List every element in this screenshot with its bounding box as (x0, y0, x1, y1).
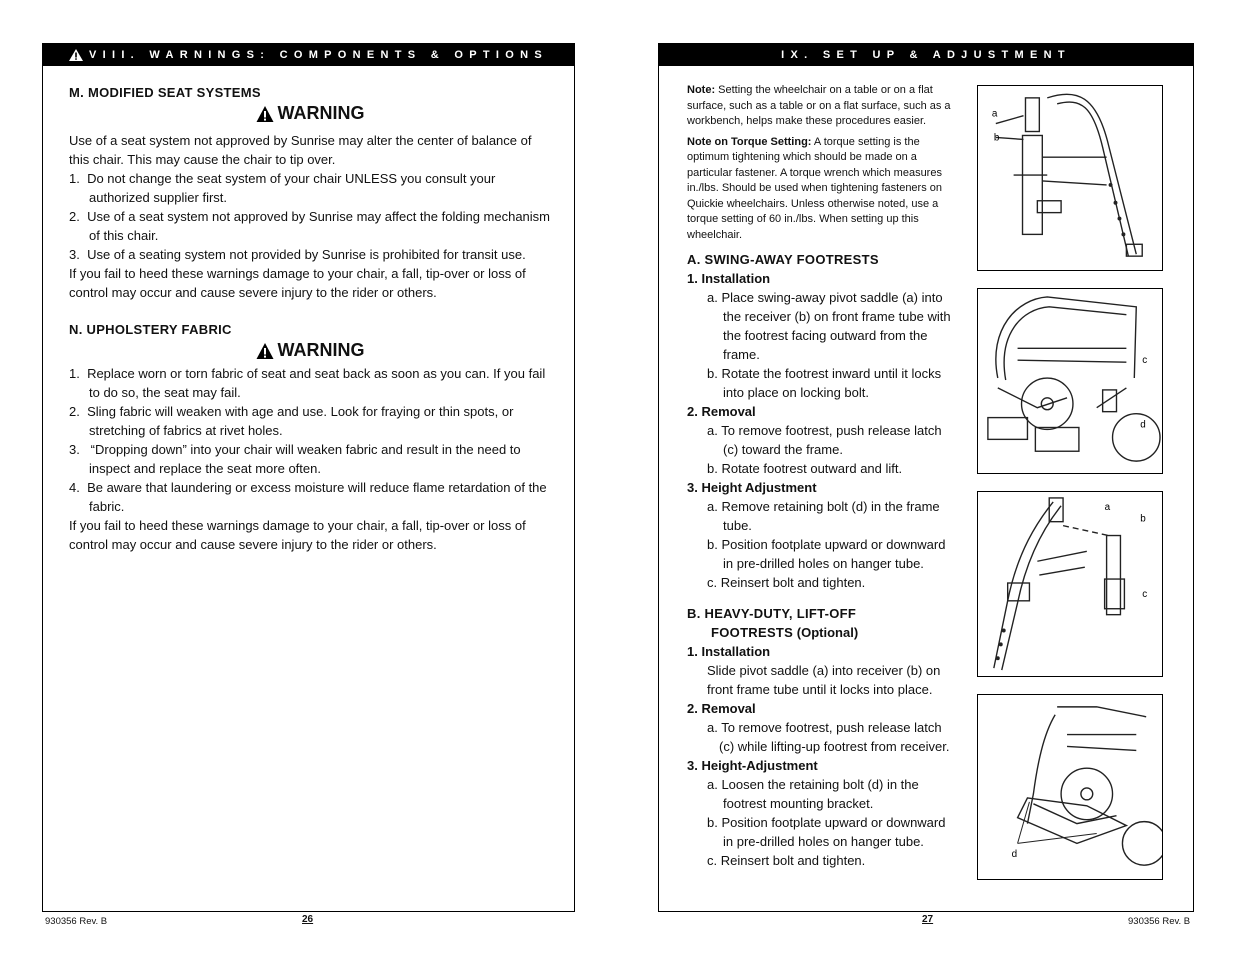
warning-triangle-icon (69, 49, 83, 61)
right-content (687, 83, 951, 870)
section-m-item-1: 1. Do not change the seat system of your chair UNLESS you consult your authorized supplier first. (69, 171, 496, 205)
right-banner-text: IX. SET UP & ADJUSTMENT (781, 49, 1071, 61)
section-m-intro: Use of a seat system not approved by Sunrise may alter the center of balance of this chair. This may cause the chair to tip over. (69, 133, 532, 167)
section-b-inst-text: Slide pivot saddle (a) into receiver (b) on front frame tube until it locks into place. (707, 663, 941, 697)
section-a-heading: A. SWING-AWAY FOOTRESTS (687, 252, 879, 267)
torque-paragraph (687, 135, 951, 244)
right-footer-code: 930356 Rev. B (1128, 916, 1191, 927)
section-a-inst-b: b. Rotate the footrest inward until it locks into place on locking bolt. (707, 366, 942, 400)
section-m-item-2: 2. Use of a seat system not approved by Sunrise may affect the folding mechanism of this chair. (69, 209, 551, 243)
lift-off-footrest-drawing (978, 492, 1162, 676)
fig4-label-d: d (1011, 849, 1018, 861)
section-a-rem-a: a. To remove footrest, push release latch (c) toward the frame. (707, 423, 942, 457)
section-b-h-a: a. Loosen the retaining bolt (d) in the footrest mounting bracket. (707, 777, 919, 811)
section-b-heading-2-line (687, 623, 951, 642)
section-n-item-4: 4. Be aware that laundering or excess moisture will reduce flame retardation of the fabric. (69, 480, 547, 514)
section-a-height: 3. Height Adjustment (687, 480, 817, 495)
warning-triangle-icon (256, 105, 274, 123)
left-footer-code: 930356 Rev. B (45, 916, 108, 927)
section-b-optional: (Optional) (796, 625, 859, 640)
left-page (42, 43, 575, 912)
section-b-heading-2: FOOTRESTS (711, 625, 794, 640)
section-b-height: 3. Height-Adjustment (687, 758, 818, 773)
left-banner (43, 44, 574, 66)
section-b-removal: 2. Removal (687, 701, 756, 716)
fig1-label-b: b (993, 132, 1000, 144)
left-content (69, 83, 551, 554)
swing-away-footrest-drawing (978, 289, 1162, 473)
warning-label: WARNING (277, 103, 365, 123)
section-n-heading: N. UPHOLSTERY FABRIC (69, 322, 232, 337)
fig3-label-b: b (1140, 513, 1146, 525)
figure-pivot-saddle (977, 85, 1163, 271)
section-a-inst-a: a. Place swing-away pivot saddle (a) into the receiver (b) on front frame tube with the footrest facing outward from the frame. (707, 290, 951, 362)
right-banner (659, 44, 1193, 66)
note-text: Setting the wheelchair on a table or on a flat surface, such as a table or on a flat surface, such as a workbench, helps make these procedures easier. (687, 84, 951, 127)
section-m-closing: If you fail to heed these warnings damage to your chair, a fall, tip-over or loss of control may occur and cause severe injury to the rider or others. (69, 266, 526, 300)
figure-swing-away-footrest (977, 288, 1163, 474)
section-a-removal: 2. Removal (687, 404, 756, 419)
fig3-label-c: c (1142, 588, 1148, 600)
left-page-number: 26 (302, 914, 314, 925)
torque-label: Note on Torque Setting: (687, 135, 812, 148)
fig2-label-d: d (1140, 419, 1146, 431)
torque-text: A torque setting is the optimum tightening which should be made on a particular fastener. A torque wrench which measures in./lbs. Should be used when tightening fasteners on Quickie wheelchairs. Unless otherwise noted, use a torque setting of 60 in./lbs. When setting up this wheelchair. (687, 135, 943, 241)
figure-heavy-duty-footrest (977, 694, 1163, 880)
section-n-closing: If you fail to heed these warnings damage to your chair, a fall, tip-over or loss of control may occur and cause severe injury to the rider or others. (69, 518, 526, 552)
fig3-label-a: a (1104, 501, 1111, 513)
section-a-rem-b: b. Rotate footrest outward and lift. (707, 461, 903, 476)
warning-triangle-icon (256, 342, 274, 360)
figure-lift-off-footrest (977, 491, 1163, 677)
section-a-h-b: b. Position footplate upward or downward in pre-drilled holes on hanger tube. (707, 537, 946, 571)
note-label: Note: (687, 84, 716, 96)
section-m-heading: M. MODIFIED SEAT SYSTEMS (69, 85, 261, 100)
section-b-heading-1: B. HEAVY-DUTY, LIFT-OFF (687, 606, 857, 621)
section-n-item-2: 2. Sling fabric will weaken with age and use. Look for fraying or thin spots, or stretching of fabrics at rivet holes. (69, 404, 514, 438)
section-b-rem-a: a. To remove footrest, push release latch (c) while lifting-up footrest from receiver. (707, 720, 950, 754)
section-n-item-3: 3. “Dropping down” into your chair will weaken fabric and result in the need to inspect and replace the seat more often. (69, 442, 521, 476)
section-a-installation: 1. Installation (687, 271, 771, 286)
fig1-label-a: a (991, 108, 998, 120)
section-b-h-c: c. Reinsert bolt and tighten. (707, 853, 866, 868)
warning-label: WARNING (277, 340, 365, 360)
section-b-h-b: b. Position footplate upward or downward in pre-drilled holes on hanger tube. (707, 815, 946, 849)
right-page-number: 27 (922, 914, 934, 925)
left-banner-text: VIII. WARNINGS: COMPONENTS & OPTIONS (88, 49, 549, 61)
section-m-warning (69, 104, 551, 123)
section-m-item-3: 3. Use of a seating system not provided by Sunrise is prohibited for transit use. (69, 247, 526, 262)
note-paragraph (687, 83, 951, 130)
heavy-duty-footrest-drawing (978, 695, 1162, 879)
section-a-h-c: c. Reinsert bolt and tighten. (707, 575, 866, 590)
section-n-warning (69, 341, 551, 360)
pivot-saddle-drawing (978, 86, 1162, 270)
right-page (658, 43, 1194, 912)
section-n-item-1: 1. Replace worn or torn fabric of seat and seat back as soon as you can. If you fail to do so, the seat may fail. (69, 366, 546, 400)
section-b-installation: 1. Installation (687, 644, 771, 659)
section-a-h-a: a. Remove retaining bolt (d) in the frame tube. (707, 499, 940, 533)
fig2-label-c: c (1142, 355, 1148, 367)
